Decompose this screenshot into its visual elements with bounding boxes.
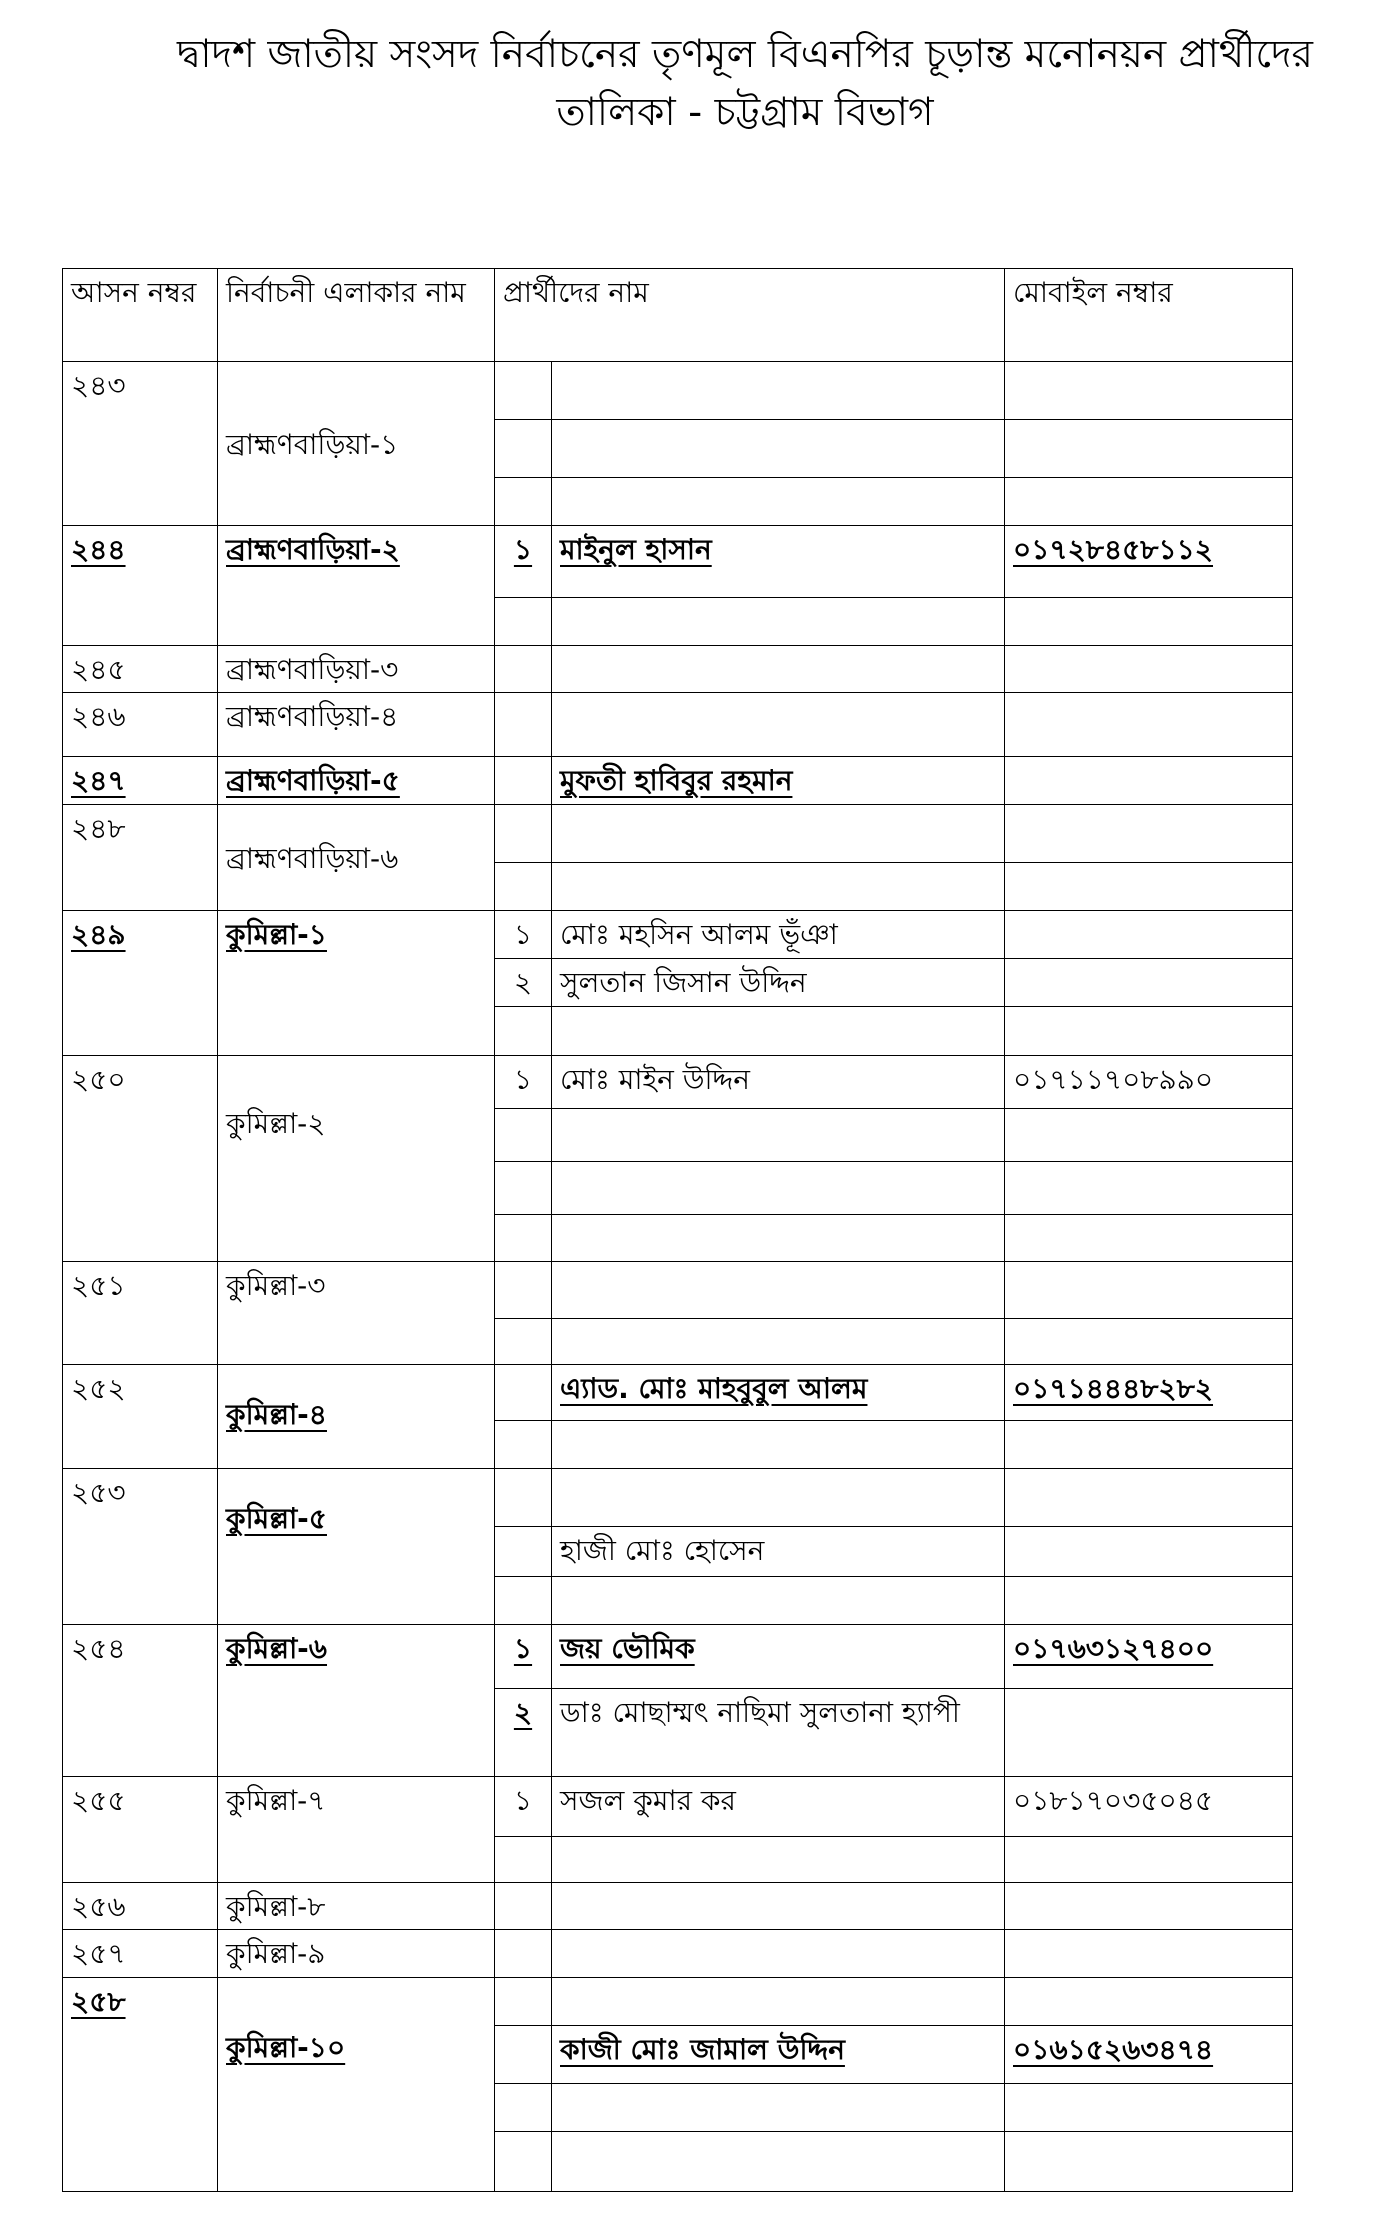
serial-number: ১ [495,1625,552,1689]
table-row [63,911,1293,959]
mobile-number [1005,1007,1293,1056]
serial-number: ১ [495,911,552,959]
serial-number [495,362,552,420]
seat-number: ২৫৮ [63,1978,218,2192]
candidate-name [552,362,1005,420]
table-row [63,1365,1293,1421]
candidate-name: মুফতী হাবিবুর রহমান [552,757,1005,805]
constituency-name: ব্রাহ্মণবাড়িয়া-৫ [218,757,495,805]
title-line-1: দ্বাদশ জাতীয় সংসদ নির্বাচনের তৃণমূল বিএনপির চূড়ান্ত মনোনয়ন প্রার্থীদের [177,32,1313,77]
candidate-name: জয় ভৌমিক [552,1625,1005,1689]
candidate-name: এ্যাড. মোঃ মাহবুবুল আলম [552,1365,1005,1421]
candidate-name [552,693,1005,757]
candidate-name [552,1837,1005,1883]
mobile-number [1005,1262,1293,1319]
candidate-name: সুলতান জিসান উদ্দিন [552,959,1005,1007]
table-row [63,693,1293,757]
constituency-name: কুমিল্লা-৭ [218,1777,495,1883]
candidate-name [552,1930,1005,1978]
constituency-name: ব্রাহ্মণবাড়িয়া-৬ [218,805,495,911]
candidate-name [552,805,1005,863]
mobile-number [1005,1421,1293,1469]
serial-number [495,2132,552,2192]
serial-number [495,693,552,757]
document-title [100,26,1390,142]
mobile-number: ০১৮১৭০৩৫০৪৫ [1005,1777,1293,1837]
table-row [63,1056,1293,1109]
serial-number [495,1930,552,1978]
candidate-name: কাজী মোঃ জামাল উদ্দিন [552,2026,1005,2084]
constituency-name: কুমিল্লা-১০ [218,1978,495,2192]
mobile-number [1005,1162,1293,1215]
candidate-name [552,598,1005,646]
candidate-name [552,420,1005,478]
candidate-name [552,1109,1005,1162]
seat-number: ২৫৫ [63,1777,218,1883]
candidate-name: ডাঃ মোছাম্মৎ নাছিমা সুলতানা হ্যাপী [552,1689,1005,1777]
serial-number: ২ [495,1689,552,1777]
constituency-name: কুমিল্লা-২ [218,1056,495,1262]
mobile-number [1005,2132,1293,2192]
table-row [63,1883,1293,1930]
candidate-name: মোঃ মাইন উদ্দিন [552,1056,1005,1109]
mobile-number [1005,1689,1293,1777]
mobile-number: ০১৬১৫২৬৩৪৭৪ [1005,2026,1293,2084]
seat-number: ২৫৭ [63,1930,218,1978]
serial-number [495,1262,552,1319]
serial-number [495,1883,552,1930]
serial-number [495,1527,552,1577]
mobile-number [1005,1527,1293,1577]
serial-number [495,757,552,805]
table-header-row [63,269,1293,362]
seat-number: ২৪৭ [63,757,218,805]
serial-number [495,1215,552,1262]
serial-number [495,598,552,646]
serial-number [495,1162,552,1215]
constituency-name: কুমিল্লা-৩ [218,1262,495,1365]
serial-number: ১ [495,526,552,598]
seat-number: ২৪৯ [63,911,218,1056]
table-row [63,362,1293,420]
header-seat-no: আসন নম্বর [63,269,218,362]
table-row [63,1625,1293,1689]
candidate-name [552,1162,1005,1215]
table-row [63,1469,1293,1527]
candidate-name: মাইনুল হাসান [552,526,1005,598]
serial-number [495,1837,552,1883]
mobile-number [1005,757,1293,805]
mobile-number [1005,911,1293,959]
mobile-number [1005,693,1293,757]
constituency-name: কুমিল্লা-১ [218,911,495,1056]
candidate-name [552,863,1005,911]
candidate-name [552,1978,1005,2026]
constituency-name: ব্রাহ্মণবাড়িয়া-৪ [218,693,495,757]
seat-number: ২৫০ [63,1056,218,1262]
candidate-name [552,1577,1005,1625]
constituency-name: ব্রাহ্মণবাড়িয়া-৩ [218,646,495,693]
seat-number: ২৪৪ [63,526,218,646]
serial-number [495,2084,552,2132]
mobile-number [1005,805,1293,863]
mobile-number [1005,1577,1293,1625]
mobile-number: ০১৭১৪৪৪৮২৮২ [1005,1365,1293,1421]
seat-number: ২৪৮ [63,805,218,911]
mobile-number [1005,1883,1293,1930]
table-row [63,1978,1293,2026]
header-constituency: নির্বাচনী এলাকার নাম [218,269,495,362]
constituency-name: কুমিল্লা-৯ [218,1930,495,1978]
header-candidate-names: প্রার্থীদের নাম [495,269,1005,362]
mobile-number [1005,2084,1293,2132]
serial-number [495,863,552,911]
constituency-name: কুমিল্লা-৮ [218,1883,495,1930]
serial-number: ১ [495,1777,552,1837]
candidate-name [552,1319,1005,1365]
constituency-name: কুমিল্লা-৪ [218,1365,495,1469]
mobile-number [1005,863,1293,911]
mobile-number: ০১৭২৮৪৫৮১১২ [1005,526,1293,598]
candidate-name [552,1883,1005,1930]
mobile-number [1005,598,1293,646]
mobile-number [1005,1215,1293,1262]
seat-number: ২৪৫ [63,646,218,693]
candidate-name: সজল কুমার কর [552,1777,1005,1837]
serial-number: ১ [495,1056,552,1109]
constituency-name: কুমিল্লা-৬ [218,1625,495,1777]
seat-number: ২৫১ [63,1262,218,1365]
mobile-number [1005,478,1293,526]
table-row [63,1262,1293,1319]
header-mobile: মোবাইল নম্বার [1005,269,1293,362]
seat-number: ২৪৩ [63,362,218,526]
constituency-name: ব্রাহ্মণবাড়িয়া-২ [218,526,495,646]
seat-number: ২৪৬ [63,693,218,757]
table-row [63,757,1293,805]
candidate-name [552,1007,1005,1056]
serial-number [495,1469,552,1527]
candidate-name [552,1215,1005,1262]
candidate-table [62,268,1293,2192]
serial-number [495,2026,552,2084]
serial-number: ২ [495,959,552,1007]
candidate-name [552,646,1005,693]
mobile-number [1005,362,1293,420]
serial-number [495,646,552,693]
mobile-number [1005,1109,1293,1162]
mobile-number: ০১৭৬৩১২৭৪০০ [1005,1625,1293,1689]
mobile-number [1005,1930,1293,1978]
serial-number [495,478,552,526]
seat-number: ২৫৪ [63,1625,218,1777]
candidate-name: মোঃ মহসিন আলম ভূঁঞা [552,911,1005,959]
mobile-number [1005,420,1293,478]
serial-number [495,805,552,863]
serial-number [495,420,552,478]
serial-number [495,1421,552,1469]
table-row [63,646,1293,693]
serial-number [495,1365,552,1421]
mobile-number [1005,1837,1293,1883]
table-row [63,526,1293,598]
candidate-name [552,1421,1005,1469]
candidate-name: হাজী মোঃ হোসেন [552,1527,1005,1577]
table-row [63,1930,1293,1978]
seat-number: ২৫৬ [63,1883,218,1930]
candidate-name [552,2084,1005,2132]
candidate-name [552,1262,1005,1319]
mobile-number [1005,1978,1293,2026]
title-line-2: তালিকা - চট্টগ্রাম বিভাগ [556,90,934,135]
seat-number: ২৫২ [63,1365,218,1469]
table-row [63,805,1293,863]
table-row [63,1777,1293,1837]
seat-number: ২৫৩ [63,1469,218,1625]
serial-number [495,1007,552,1056]
serial-number [495,1319,552,1365]
mobile-number: ০১৭১১৭০৮৯৯০ [1005,1056,1293,1109]
candidate-name [552,478,1005,526]
mobile-number [1005,1469,1293,1527]
mobile-number [1005,1319,1293,1365]
constituency-name: কুমিল্লা-৫ [218,1469,495,1625]
candidate-name [552,2132,1005,2192]
serial-number [495,1109,552,1162]
candidate-name [552,1469,1005,1527]
serial-number [495,1978,552,2026]
constituency-name: ব্রাহ্মণবাড়িয়া-১ [218,362,495,526]
mobile-number [1005,959,1293,1007]
mobile-number [1005,646,1293,693]
serial-number [495,1577,552,1625]
